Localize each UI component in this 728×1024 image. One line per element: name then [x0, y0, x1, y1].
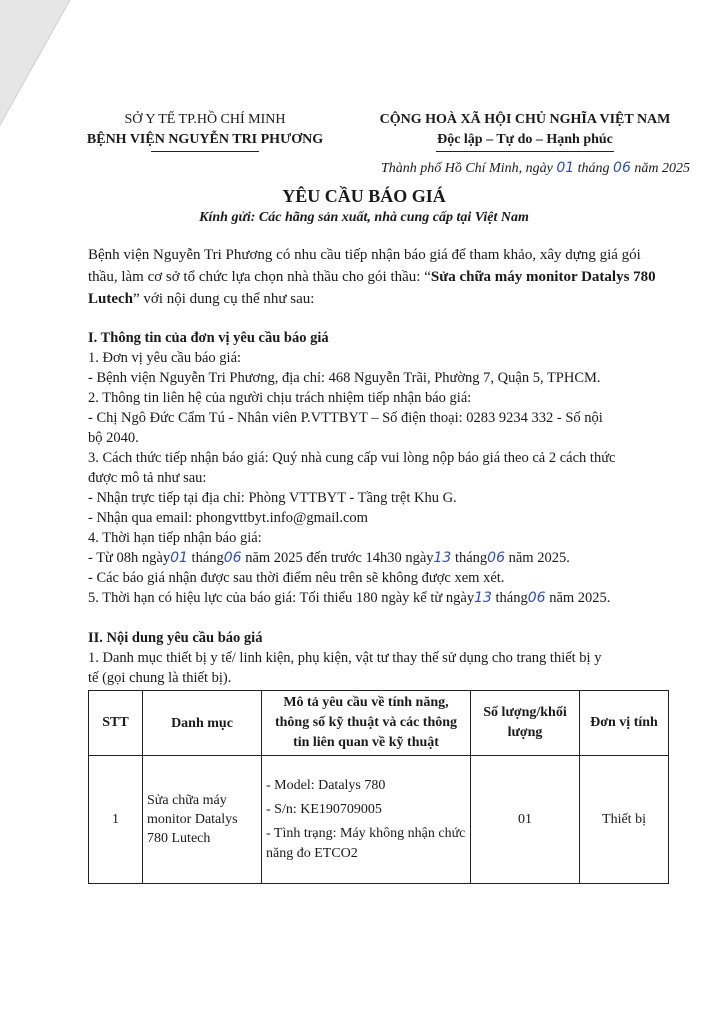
deadline-text: tháng — [187, 550, 224, 566]
header-right-underline — [436, 151, 614, 152]
document-subtitle: Kính gửi: Các hãng sản xuất, nhà cung cấp tại Việt Nam — [199, 210, 529, 225]
date-month-label: tháng — [577, 161, 610, 176]
motto: Độc lập – Tự do – Hạnh phúc — [437, 132, 613, 147]
cell-stt: 1 — [89, 756, 143, 884]
date-day-handwritten: 01 — [556, 160, 575, 176]
col-header-unit: Đơn vị tính — [580, 691, 669, 756]
header-right — [360, 110, 690, 152]
hospital-name: BỆNH VIỆN NGUYỄN TRI PHƯƠNG — [86, 132, 324, 147]
section-2-line: 1. Danh mục thiết bị y tế/ linh kiện, phụ kiện, vật tư thay thế sử dụng cho trang thiết bị y — [88, 650, 602, 666]
date-suffix: năm 2025 — [634, 161, 690, 176]
section-1-line: 1. Đơn vị yêu cầu báo giá: — [88, 350, 242, 366]
section-1-line: - Nhận trực tiếp tại địa chỉ: Phòng VTTBYT - Tầng trệt Khu G. — [88, 490, 457, 506]
handwritten-day: 01 — [170, 550, 188, 566]
col-header-description: Mô tả yêu cầu về tính năng, thông số kỹ thuật và các thông tin liên quan về kỹ thuật — [262, 691, 471, 756]
desc-serial: - S/n: KE190709005 — [266, 801, 382, 817]
equipment-table — [88, 690, 669, 884]
col-header-quantity: Số lượng/khối lượng — [471, 691, 580, 756]
validity-text: năm 2025. — [545, 590, 611, 606]
col-header-category: Danh mục — [143, 691, 262, 756]
desc-status: - Tình trạng: Máy không nhận chức năng đo ETCO2 — [266, 825, 466, 861]
deadline-text: tháng — [451, 550, 488, 566]
cell-quantity: 01 — [471, 756, 580, 884]
cell-description — [262, 756, 471, 884]
section-1-line: 4. Thời hạn tiếp nhận báo giá: — [88, 530, 262, 546]
intro-text-1: Bệnh viện Nguyễn Tri Phương có nhu cầu tiếp nhận báo giá để tham khảo, xây dựng giá gói thầu, làm cơ sở tổ chức lựa chọn nhà thầu cho gói thầu: “ — [88, 247, 641, 285]
section-1-line: - Các báo giá nhận được sau thời điểm nêu trên sẽ không được xem xét. — [88, 570, 505, 586]
col-header-stt: STT — [89, 691, 143, 756]
deadline-text: năm 2025. — [505, 550, 570, 566]
section-1-line: - Chị Ngô Đức Cẩm Tú - Nhân viên P.VTTBYT – Số điện thoại: 0283 9234 332 - Số nội — [88, 410, 603, 426]
table-header-row — [89, 691, 669, 756]
section-1-line: - Bệnh viện Nguyễn Tri Phương, địa chỉ: 468 Nguyễn Trãi, Phường 7, Quận 5, TPHCM. — [88, 370, 601, 386]
handwritten-month: 06 — [527, 590, 546, 606]
deadline-text: - Từ 08h ngày — [88, 550, 171, 566]
validity-text: 5. Thời hạn có hiệu lực của báo giá: Tối thiểu 180 ngày kể từ ngày — [88, 590, 475, 606]
section-1-line: 3. Cách thức tiếp nhận báo giá: Quý nhà cung cấp vui lòng nộp báo giá theo cả 2 cách thức — [88, 450, 616, 466]
document-title: YÊU CẦU BÁO GIÁ — [282, 186, 446, 206]
handwritten-month: 06 — [487, 550, 505, 566]
validity-text: tháng — [491, 590, 528, 606]
table-row — [89, 756, 669, 884]
deadline-text: năm 2025 đến trước 14h30 ngày — [241, 550, 434, 566]
section-1-line: bộ 2040. — [88, 430, 139, 446]
handwritten-month: 06 — [223, 550, 242, 566]
cell-unit: Thiết bị — [580, 756, 669, 884]
intro-text-2: ” với nội dung cụ thể như sau: — [133, 291, 315, 307]
package-name: Sửa chữa máy monitor Datalys 780 Lutech — [88, 269, 656, 307]
intro-paragraph — [88, 244, 674, 310]
country-name: CỘNG HOÀ XÃ HỘI CHỦ NGHĨA VIỆT NAM — [379, 112, 671, 127]
department-name: SỞ Y TẾ TP.HỒ CHÍ MINH — [124, 112, 286, 127]
section-1-line: 2. Thông tin liên hệ của người chịu trách nhiệm tiếp nhận báo giá: — [88, 390, 472, 406]
handwritten-day: 13 — [433, 550, 452, 566]
section-1-line: được mô tả như sau: — [88, 470, 207, 486]
section-1-heading: I. Thông tin của đơn vị yêu cầu báo giá — [88, 330, 329, 346]
document-date — [360, 158, 690, 179]
handwritten-day: 13 — [474, 590, 492, 606]
cell-category: Sửa chữa máy monitor Datalys 780 Lutech — [143, 756, 262, 884]
desc-model: - Model: Datalys 780 — [266, 777, 386, 793]
page-fold-decoration — [0, 0, 75, 130]
date-prefix: Thành phố Hồ Chí Minh, ngày — [380, 161, 553, 176]
validity-line — [88, 588, 610, 608]
section-2-line: tế (gọi chung là thiết bị). — [88, 670, 232, 686]
header-left-underline — [151, 151, 259, 152]
header-left — [70, 110, 340, 152]
date-month-handwritten: 06 — [613, 160, 631, 176]
contact-email: - Nhận qua email: phongvttbyt.info@gmail.com — [88, 510, 368, 526]
section-2-heading: II. Nội dung yêu cầu báo giá — [88, 630, 263, 646]
deadline-line — [88, 548, 570, 568]
